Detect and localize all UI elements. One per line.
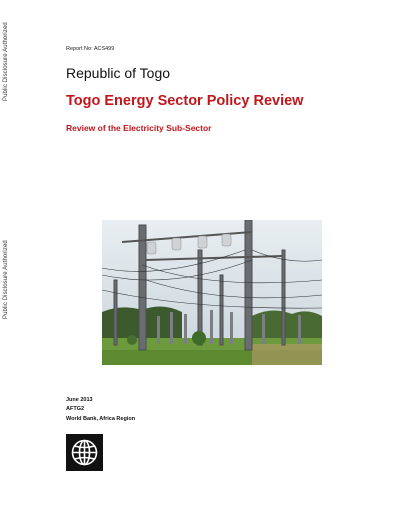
document-subtitle: Review of the Electricity Sub-Sector xyxy=(66,123,212,133)
publication-date: June 2013 xyxy=(66,397,93,403)
country-heading: Republic of Togo xyxy=(66,65,171,81)
organization-name: World Bank, Africa Region xyxy=(66,416,136,422)
document-title: Togo Energy Sector Policy Review xyxy=(66,93,304,109)
electrical-substation-photo xyxy=(102,220,322,365)
disclosure-label-top: Public Disclosure Authorized xyxy=(3,22,9,101)
world-bank-globe-logo xyxy=(66,434,103,471)
unit-code: AFTG2 xyxy=(66,406,85,412)
disclosure-label-middle: Public Disclosure Authorized xyxy=(3,240,9,319)
report-number: Report No: ACS499 xyxy=(66,46,115,52)
